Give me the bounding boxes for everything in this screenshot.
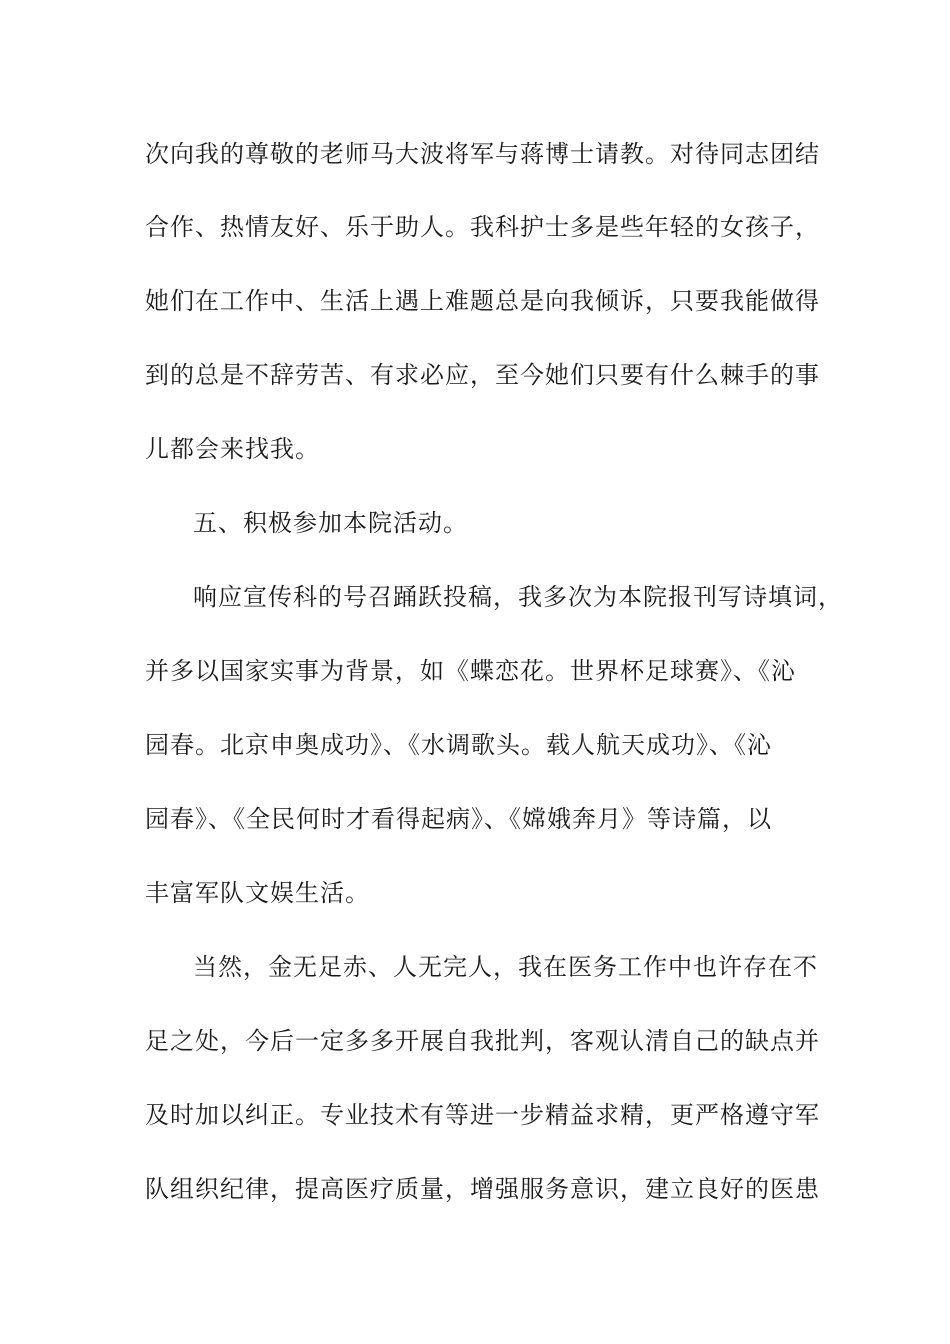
text-line: 队组织纪律，提高医疗质量，增强服务意识，建立良好的医患	[145, 1175, 820, 1203]
text-line: 到的总是不辞劳苦、有求必应，至今她们只要有什么棘手的事	[145, 361, 820, 389]
text-line: 响应宣传科的号召踊跃投稿，我多次为本院报刊写诗填词，	[193, 583, 843, 611]
text-line: 足之处，今后一定多多开展自我批判，客观认清自己的缺点并	[145, 1027, 820, 1055]
text-line: 丰富军队文娱生活。	[145, 879, 370, 907]
text-line: 及时加以纠正。专业技术有等进一步精益求精，更严格遵守军	[145, 1101, 820, 1129]
text-line: 当然，金无足赤、人无完人，我在医务工作中也许存在不	[193, 953, 818, 981]
text-line: 合作、热情友好、乐于助人。我科护士多是些年轻的女孩子，	[145, 213, 820, 241]
text-line: 儿都会来找我。	[145, 435, 320, 463]
text-line: 园春。北京申奥成功》、《水调歌头。载人航天成功》、《沁	[145, 731, 772, 759]
text-line: 并多以国家实事为背景，如《蝶恋花。世界杯足球赛》、《沁	[145, 657, 796, 685]
text-line: 园春》、《全民何时才看得起病》、《嫦娥奔月》等诗篇，以	[145, 805, 772, 833]
text-line: 她们在工作中、生活上遇上难题总是向我倾诉，只要我能做得	[145, 287, 820, 315]
text-line: 次向我的尊敬的老师马大波将军与蒋博士请教。对待同志团结	[145, 140, 820, 168]
section-heading: 五、积极参加本院活动。	[193, 509, 468, 537]
